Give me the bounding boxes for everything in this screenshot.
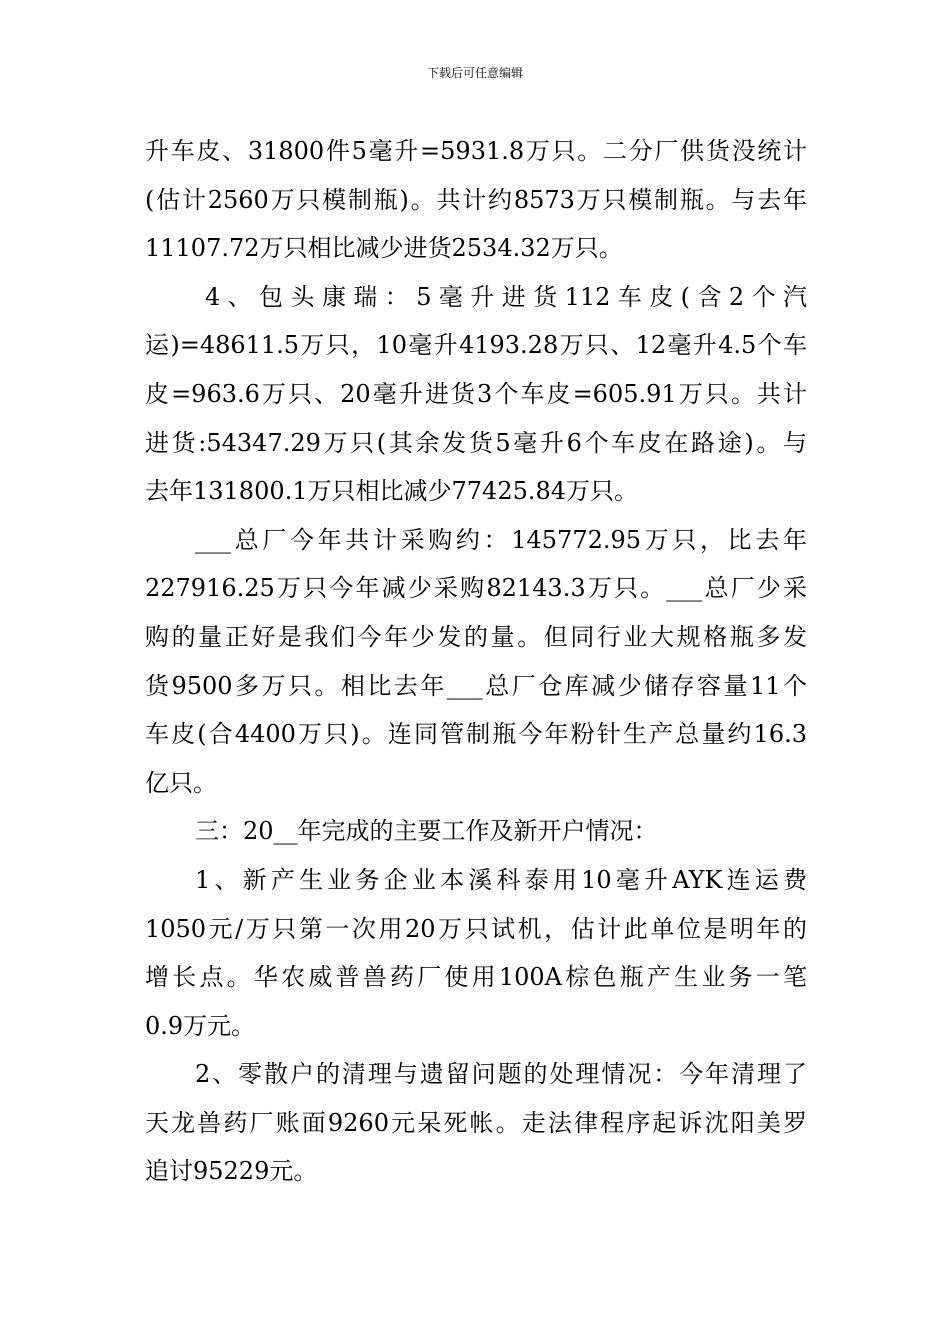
document-body <box>145 127 807 1196</box>
text-line: 购的量正好是我们今年少发的量。但同行业大规格瓶多发 <box>145 622 807 651</box>
text-line: 货9500多万只。相比去年___总厂仓库减少储存容量11个 <box>145 671 807 700</box>
text-line: 亿只。 <box>145 768 217 797</box>
text-line: 11107.72万只相比减少进货2534.32万只。 <box>145 234 623 263</box>
text-line: 车皮(合4400万只)。连同管制瓶今年粉针生产总量约16.3 <box>145 720 807 749</box>
text-line: 进货:54347.29万只(其余发货5毫升6个车皮在路途)。与 <box>145 428 807 457</box>
text-line: 增长点。华农威普兽药厂使用100A棕色瓶产生业务一笔 <box>145 963 807 992</box>
text-line: 1050元/万只第一次用20万只试机，估计此单位是明年的 <box>145 914 807 943</box>
page-header: 下载后可任意编辑 <box>426 66 523 80</box>
text-line: 4、包头康瑞：5毫升进货112车皮(含2个汽 <box>205 282 807 311</box>
section-heading: 三：20__年完成的主要工作及新开户情况： <box>195 817 658 846</box>
text-line: 追讨95229元。 <box>145 1157 318 1186</box>
text-line: 天龙兽药厂账面9260元呆死帐。走法律程序起诉沈阳美罗 <box>145 1108 807 1137</box>
text-line: 2、零散户的清理与遗留问题的处理情况：今年清理了 <box>195 1060 807 1089</box>
text-line: 去年131800.1万只相比减少77425.84万只。 <box>145 477 639 506</box>
text-line: 1、新产生业务企业本溪科泰用10毫升AYK连运费 <box>195 865 807 894</box>
text-line: 皮=963.6万只、20毫升进货3个车皮=605.91万只。共计 <box>145 379 807 408</box>
text-line: 升车皮、31800件5毫升=5931.8万只。二分厂供货没统计 <box>145 137 807 165</box>
text-line: ___总厂今年共计采购约：145772.95万只，比去年 <box>195 525 807 554</box>
text-line: 0.9万元。 <box>145 1011 256 1040</box>
text-line: 227916.25万只今年减少采购82143.3万只。___总厂少采 <box>145 574 807 603</box>
text-line: (估计2560万只模制瓶)。共计约8573万只模制瓶。与去年 <box>145 185 807 214</box>
text-line: 运)=48611.5万只，10毫升4193.28万只、12毫升4.5个车 <box>145 331 807 360</box>
